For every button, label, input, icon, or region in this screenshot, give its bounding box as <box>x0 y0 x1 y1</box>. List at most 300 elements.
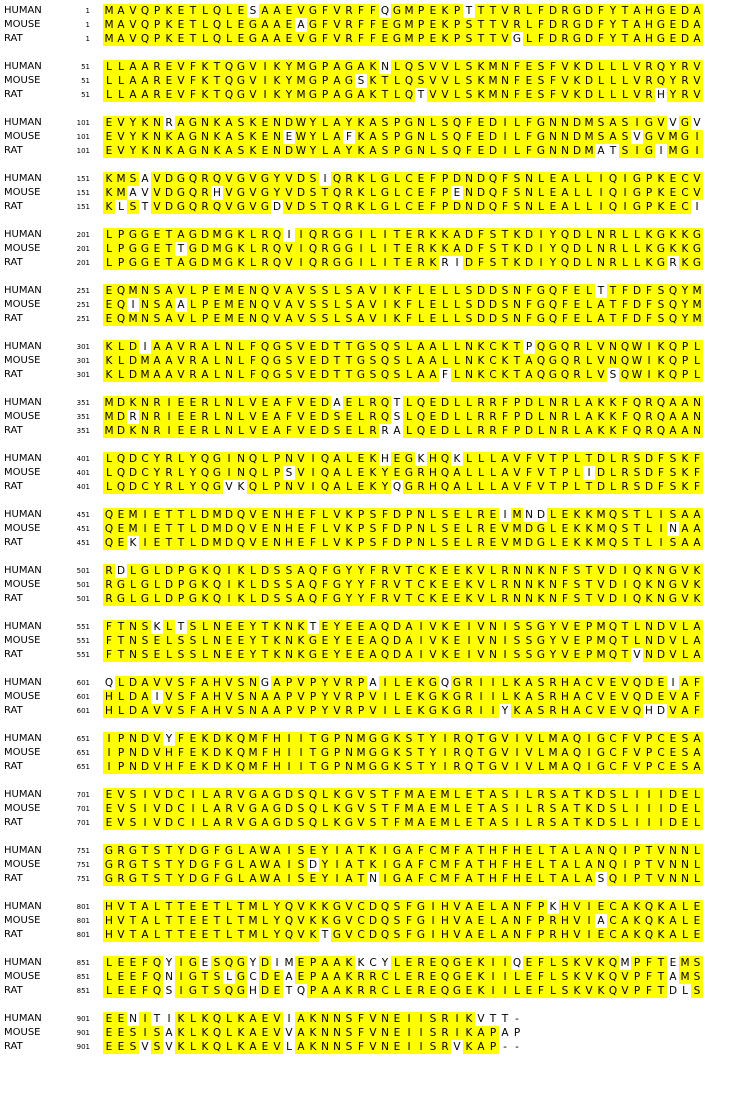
residue-conserved: D <box>128 355 138 367</box>
residue-conserved: I <box>427 928 439 942</box>
residue-conserved: E <box>199 900 211 914</box>
residue-conserved: E <box>151 256 163 270</box>
residue-conserved: V <box>439 74 451 88</box>
residue-conserved: S <box>139 634 151 648</box>
species-name: HUMAN <box>4 5 42 16</box>
residue-conserved: S <box>523 634 535 648</box>
residue-conserved: M <box>404 19 414 31</box>
residue-conserved: K <box>511 242 523 256</box>
residue-conserved: G <box>404 481 414 493</box>
residue-conserved: L <box>355 424 367 438</box>
residue-conserved: V <box>247 172 259 186</box>
residue-conserved: I <box>475 704 487 718</box>
residue-conserved: T <box>331 340 343 354</box>
residue-conserved: T <box>607 298 619 312</box>
residue-conserved: Q <box>284 929 294 941</box>
sequence <box>103 522 703 536</box>
residue-conserved: L <box>571 396 583 410</box>
residue-conserved: V <box>295 676 307 690</box>
residue-conserved: P <box>307 970 319 984</box>
residue-conserved: G <box>344 61 354 73</box>
residue-conserved: S <box>439 144 451 158</box>
residue-conserved: V <box>691 88 703 102</box>
residue-conserved: I <box>631 144 643 158</box>
residue-conserved: F <box>619 746 631 760</box>
position-number: 751 <box>76 861 90 869</box>
residue-conserved: L <box>427 536 439 550</box>
residue-conserved: L <box>115 60 127 74</box>
residue-conserved: G <box>236 201 246 213</box>
residue-conserved: Y <box>331 648 343 662</box>
residue-conserved: N <box>331 1012 343 1026</box>
species-name: MOUSE <box>4 803 41 814</box>
residue-conserved: R <box>187 368 199 382</box>
sequence-row <box>0 4 730 18</box>
residue-conserved: Q <box>380 929 390 941</box>
residue-conserved: V <box>499 732 511 746</box>
residue-conserved: V <box>523 760 535 774</box>
residue-conserved: E <box>439 592 451 606</box>
residue-conserved: L <box>115 354 127 368</box>
residue-conserved: V <box>331 4 343 18</box>
sequence <box>103 970 703 984</box>
residue-conserved: N <box>271 130 283 144</box>
residue-conserved: G <box>320 747 330 759</box>
residue-conserved: V <box>571 914 583 928</box>
residue-conserved: K <box>595 410 607 424</box>
residue-conserved: V <box>115 900 127 914</box>
residue-conserved: T <box>619 634 631 648</box>
residue-conserved: N <box>679 844 691 858</box>
residue-conserved: M <box>140 369 150 381</box>
residue-conserved: C <box>607 760 619 774</box>
species-name: HUMAN <box>4 901 42 912</box>
residue-conserved: F <box>547 88 559 102</box>
residue-conserved: K <box>271 634 283 648</box>
residue-conserved: E <box>115 1040 127 1054</box>
residue-conserved: K <box>391 746 403 760</box>
residue-conserved: E <box>319 648 331 662</box>
residue-conserved: Y <box>547 242 559 256</box>
residue-conserved: L <box>415 284 427 298</box>
sequence <box>103 200 703 214</box>
residue-conserved: H <box>427 452 439 466</box>
residue-conserved: D <box>164 187 174 199</box>
residue-conserved: V <box>691 60 703 74</box>
residue-conserved: A <box>139 60 151 74</box>
residue-conserved: T <box>487 32 499 46</box>
residue-conserved: R <box>415 242 427 256</box>
residue-variant: Q <box>512 957 522 969</box>
residue-conserved: Q <box>308 803 318 815</box>
residue-conserved: A <box>631 32 643 46</box>
residue-conserved: G <box>128 243 138 255</box>
residue-variant: A <box>667 970 679 984</box>
residue-conserved: S <box>367 536 379 550</box>
residue-variant: T <box>151 1012 163 1026</box>
position-number: 801 <box>76 903 90 911</box>
species-name: MOUSE <box>4 1027 41 1038</box>
residue-conserved: F <box>691 676 703 690</box>
residue-conserved: G <box>656 243 666 255</box>
residue-conserved: E <box>103 284 115 298</box>
residue-conserved: L <box>547 536 559 550</box>
residue-conserved: F <box>691 480 703 494</box>
residue-conserved: T <box>391 256 403 270</box>
residue-conserved: T <box>211 60 223 74</box>
residue-conserved: I <box>487 704 499 718</box>
residue-conserved: S <box>463 298 475 312</box>
residue-conserved: K <box>391 732 403 746</box>
residue-conserved: I <box>295 228 307 242</box>
residue-conserved: N <box>595 256 607 270</box>
residue-conserved: K <box>355 200 367 214</box>
residue-conserved: H <box>643 18 655 32</box>
residue-variant: I <box>139 340 151 354</box>
residue-conserved: A <box>559 732 571 746</box>
residue-conserved: T <box>163 256 175 270</box>
sequence <box>103 298 703 312</box>
residue-variant: T <box>283 984 295 998</box>
residue-conserved: S <box>619 508 631 522</box>
residue-conserved: R <box>619 480 631 494</box>
residue-conserved: K <box>307 1040 319 1054</box>
residue-conserved: E <box>115 984 127 998</box>
residue-conserved: G <box>536 285 546 297</box>
residue-conserved: M <box>488 75 498 87</box>
residue-conserved: Y <box>607 32 619 46</box>
residue-conserved: M <box>356 761 366 773</box>
residue-conserved: V <box>331 536 343 550</box>
residue-conserved: A <box>679 424 691 438</box>
residue-conserved: V <box>595 578 607 592</box>
residue-conserved: Y <box>679 312 691 326</box>
residue-conserved: L <box>451 340 463 354</box>
residue-conserved: R <box>199 396 211 410</box>
alignment-block <box>0 284 730 340</box>
residue-conserved: S <box>127 788 139 802</box>
position-number: 851 <box>76 973 90 981</box>
residue-conserved: N <box>499 74 511 88</box>
residue-conserved: W <box>631 355 643 367</box>
residue-conserved: K <box>535 592 547 606</box>
residue-conserved: E <box>451 564 463 578</box>
residue-conserved: N <box>223 354 235 368</box>
residue-conserved: K <box>235 256 247 270</box>
residue-conserved: Q <box>608 957 618 969</box>
residue-conserved: R <box>223 816 235 830</box>
residue-conserved: V <box>295 928 307 942</box>
residue-conserved: K <box>475 984 487 998</box>
residue-conserved: I <box>403 1026 415 1040</box>
residue-conserved: I <box>499 648 511 662</box>
residue-conserved: K <box>643 578 655 592</box>
residue-conserved: S <box>343 1040 355 1054</box>
residue-conserved: C <box>607 900 619 914</box>
residue-conserved: S <box>235 704 247 718</box>
residue-conserved: S <box>235 144 247 158</box>
residue-conserved: T <box>511 368 523 382</box>
residue-conserved: Q <box>416 397 426 409</box>
residue-conserved: T <box>355 872 367 886</box>
residue-conserved: D <box>320 369 330 381</box>
residue-conserved: Y <box>331 634 343 648</box>
residue-conserved: S <box>607 816 619 830</box>
position-number: 101 <box>76 119 90 127</box>
residue-conserved: I <box>487 676 499 690</box>
residue-conserved: I <box>163 424 175 438</box>
residue-conserved: T <box>487 4 499 18</box>
residue-conserved: R <box>343 18 355 32</box>
residue-conserved: F <box>175 732 187 746</box>
residue-conserved: K <box>595 424 607 438</box>
residue-conserved: A <box>415 368 427 382</box>
residue-conserved: G <box>644 117 654 129</box>
residue-conserved: Q <box>200 453 210 465</box>
residue-conserved: L <box>619 88 631 102</box>
residue-conserved: L <box>451 788 463 802</box>
residue-conserved: L <box>487 914 499 928</box>
sequence-row <box>0 760 730 774</box>
residue-conserved: Q <box>116 467 126 479</box>
residue-variant: G <box>512 33 522 45</box>
residue-variant: N <box>127 1012 139 1026</box>
residue-conserved: Q <box>632 593 642 605</box>
residue-conserved: G <box>428 705 438 717</box>
residue-conserved: G <box>656 19 666 31</box>
residue-conserved: L <box>475 452 487 466</box>
residue-variant: I <box>151 690 163 704</box>
residue-conserved: T <box>175 914 187 928</box>
residue-conserved: V <box>631 760 643 774</box>
residue-conserved: G <box>140 565 150 577</box>
residue-conserved: N <box>655 578 667 592</box>
residue-conserved: T <box>547 872 559 886</box>
residue-conserved: V <box>115 816 127 830</box>
residue-variant: F <box>439 368 451 382</box>
residue-conserved: A <box>295 592 307 606</box>
residue-conserved: E <box>307 396 319 410</box>
residue-conserved: G <box>356 341 366 353</box>
residue-conserved: Q <box>668 355 678 367</box>
residue-conserved: A <box>667 424 679 438</box>
residue-conserved: T <box>175 508 187 522</box>
residue-conserved: A <box>595 312 607 326</box>
residue-conserved: G <box>236 173 246 185</box>
residue-conserved: G <box>236 971 246 983</box>
residue-conserved: L <box>691 788 703 802</box>
residue-conserved: E <box>343 634 355 648</box>
residue-conserved: Q <box>404 75 414 87</box>
residue-conserved: Y <box>307 116 319 130</box>
residue-conserved: G <box>356 355 366 367</box>
residue-conserved: G <box>188 131 198 143</box>
residue-conserved: E <box>523 858 535 872</box>
residue-conserved: R <box>259 242 271 256</box>
residue-conserved: V <box>631 732 643 746</box>
residue-conserved: L <box>463 452 475 466</box>
residue-conserved: R <box>559 4 571 18</box>
residue-conserved: V <box>295 480 307 494</box>
residue-conserved: Q <box>272 229 282 241</box>
residue-conserved: Y <box>127 116 139 130</box>
residue-conserved: R <box>475 508 487 522</box>
residue-conserved: E <box>391 452 403 466</box>
residue-conserved: N <box>499 88 511 102</box>
position-number: 251 <box>76 315 90 323</box>
residue-conserved: G <box>392 845 402 857</box>
residue-conserved: Q <box>212 1027 222 1039</box>
residue-conserved: Q <box>632 397 642 409</box>
residue-conserved: A <box>679 508 691 522</box>
residue-conserved: N <box>343 732 355 746</box>
residue-conserved: C <box>427 872 439 886</box>
residue-conserved: L <box>211 354 223 368</box>
residue-conserved: L <box>643 508 655 522</box>
residue-conserved: Q <box>260 341 270 353</box>
residue-conserved: A <box>223 116 235 130</box>
residue-conserved: L <box>175 466 187 480</box>
residue-conserved: A <box>523 354 535 368</box>
residue-conserved: F <box>355 1040 367 1054</box>
residue-variant: I <box>583 466 595 480</box>
residue-conserved: V <box>283 242 295 256</box>
residue-conserved: S <box>211 970 223 984</box>
position-number: 201 <box>76 259 90 267</box>
sequence <box>103 368 703 382</box>
residue-conserved: E <box>475 914 487 928</box>
residue-variant: Y <box>163 956 175 970</box>
residue-conserved: G <box>236 89 246 101</box>
residue-conserved: D <box>440 411 450 423</box>
residue-conserved: A <box>607 130 619 144</box>
residue-conserved: E <box>103 816 115 830</box>
residue-conserved: L <box>199 32 211 46</box>
residue-conserved: E <box>427 396 439 410</box>
residue-conserved: V <box>163 676 175 690</box>
residue-conserved: Q <box>632 411 642 423</box>
residue-conserved: S <box>151 312 163 326</box>
residue-conserved: L <box>631 620 643 634</box>
sequence-row <box>0 578 730 592</box>
residue-conserved: D <box>548 19 558 31</box>
residue-conserved: F <box>415 872 427 886</box>
residue-conserved: S <box>547 788 559 802</box>
residue-conserved: V <box>667 620 679 634</box>
residue-conserved: A <box>463 872 475 886</box>
residue-conserved: D <box>320 411 330 423</box>
residue-conserved: N <box>247 704 259 718</box>
residue-conserved: P <box>631 844 643 858</box>
sequence <box>103 956 703 970</box>
sequence-row <box>0 536 730 550</box>
residue-conserved: A <box>271 858 283 872</box>
species-name: MOUSE <box>4 299 41 310</box>
residue-conserved: L <box>535 858 547 872</box>
residue-conserved: E <box>163 60 175 74</box>
residue-conserved: G <box>668 565 678 577</box>
residue-conserved: I <box>103 746 115 760</box>
residue-conserved: E <box>211 284 223 298</box>
residue-conserved: P <box>175 578 187 592</box>
residue-conserved: R <box>355 984 367 998</box>
position-number: 351 <box>76 399 90 407</box>
residue-conserved: G <box>236 75 246 87</box>
sequence <box>103 676 703 690</box>
residue-conserved: E <box>427 18 439 32</box>
residue-conserved: V <box>619 984 631 998</box>
residue-conserved: E <box>427 284 439 298</box>
species-name: MOUSE <box>4 523 41 534</box>
residue-variant: A <box>127 186 139 200</box>
residue-conserved: D <box>200 257 210 269</box>
residue-conserved: S <box>175 676 187 690</box>
alignment-block <box>0 116 730 172</box>
residue-conserved: D <box>128 467 138 479</box>
residue-conserved: D <box>128 691 138 703</box>
residue-conserved: C <box>607 914 619 928</box>
sequence-row <box>0 620 730 634</box>
residue-conserved: M <box>440 845 450 857</box>
position-number: 851 <box>76 959 90 967</box>
residue-conserved: M <box>104 33 114 45</box>
residue-conserved: Y <box>127 130 139 144</box>
residue-conserved: K <box>343 970 355 984</box>
residue-conserved: C <box>415 592 427 606</box>
residue-conserved: P <box>631 858 643 872</box>
residue-conserved: A <box>295 1012 307 1026</box>
residue-conserved: N <box>235 452 247 466</box>
residue-conserved: L <box>583 354 595 368</box>
residue-conserved: L <box>451 816 463 830</box>
residue-conserved: I <box>631 816 643 830</box>
residue-conserved: V <box>223 704 235 718</box>
residue-conserved: K <box>679 480 691 494</box>
residue-conserved: F <box>535 4 547 18</box>
residue-conserved: N <box>523 578 535 592</box>
residue-conserved: Q <box>308 593 318 605</box>
residue-conserved: L <box>535 200 547 214</box>
residue-conserved: H <box>559 676 571 690</box>
residue-conserved: A <box>331 144 343 158</box>
residue-conserved: Q <box>212 579 222 591</box>
residue-conserved: E <box>403 242 415 256</box>
residue-conserved: K <box>199 1026 211 1040</box>
residue-conserved: Q <box>632 705 642 717</box>
residue-conserved: N <box>271 116 283 130</box>
residue-conserved: R <box>475 522 487 536</box>
residue-conserved: E <box>427 984 439 998</box>
residue-conserved: E <box>571 634 583 648</box>
residue-conserved: D <box>488 131 498 143</box>
residue-conserved: V <box>151 746 163 760</box>
residue-conserved: Y <box>355 578 367 592</box>
residue-conserved: F <box>283 424 295 438</box>
residue-conserved: G <box>332 257 342 269</box>
sequence <box>103 354 703 368</box>
residue-conserved: Q <box>116 285 126 297</box>
residue-conserved: L <box>223 1012 235 1026</box>
residue-conserved: E <box>559 508 571 522</box>
residue-conserved: N <box>559 130 571 144</box>
residue-conserved: K <box>235 592 247 606</box>
residue-conserved: P <box>439 172 451 186</box>
residue-conserved: Q <box>452 145 462 157</box>
residue-conserved: F <box>379 536 391 550</box>
residue-conserved: E <box>235 18 247 32</box>
sequence <box>103 242 703 256</box>
residue-conserved: G <box>140 579 150 591</box>
